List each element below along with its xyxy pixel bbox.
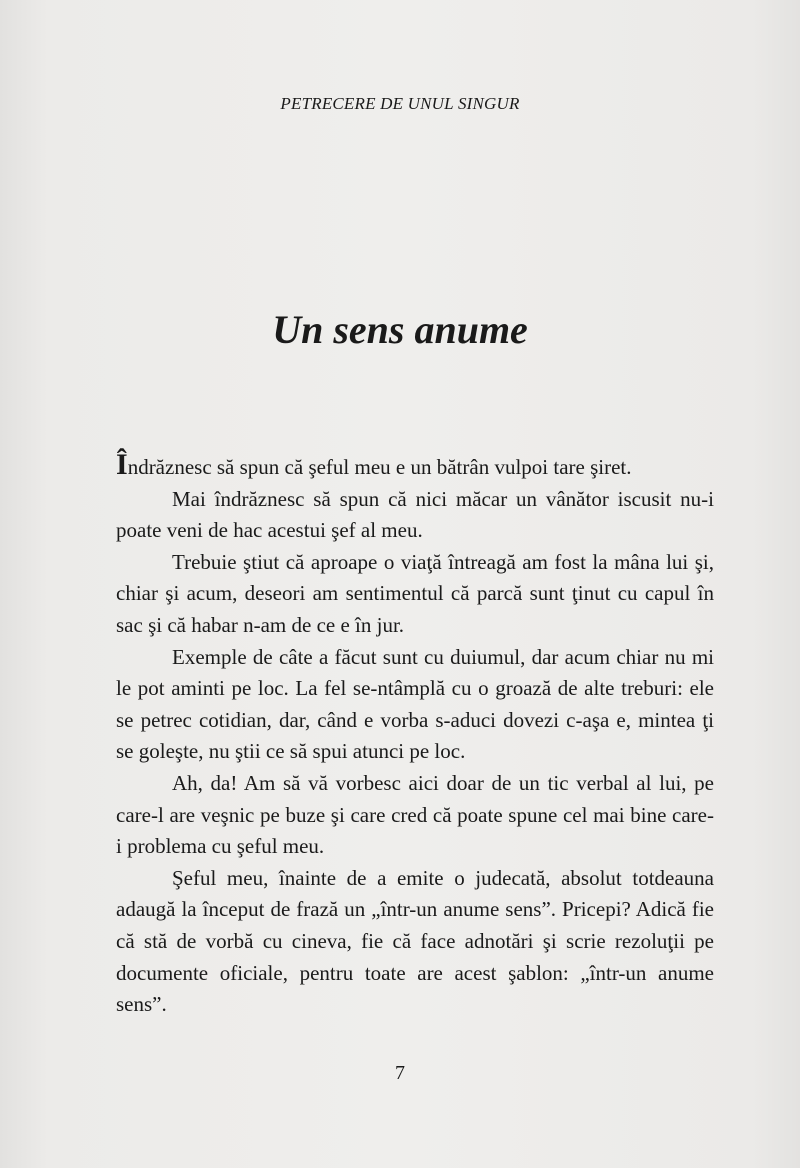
page-number: 7 <box>395 1062 405 1084</box>
drop-cap: Î <box>116 448 128 481</box>
running-head: PETRECERE DE UNUL SINGUR <box>280 94 520 113</box>
paragraph-6: Şeful meu, înainte de a emite o judecată, absolut totdeauna adaugă la început de frază un „într-un anume sens”. Pricepi? Adică fie că stă de vorbă cu cineva, fie că face adnotări şi scrie rezoluţii pe documente oficiale, pentru toate are acest şablon: „într-un anume sens”. <box>116 865 714 1017</box>
body-text <box>116 448 714 1021</box>
paragraph-5: Ah, da! Am să vă vorbesc aici doar de un tic verbal al lui, pe care-l are veşnic pe buze şi care cred că poate spune cel mai bine care-i problema cu şeful meu. <box>116 770 714 859</box>
paragraph-2: Mai îndrăznesc să spun că nici măcar un vânător iscusit nu-i poate veni de hac acestui şef al meu. <box>116 486 714 543</box>
chapter-title: Un sens anume <box>272 307 528 352</box>
paragraph-3: Trebuie ştiut că aproape o viaţă întreagă am fost la mâna lui şi, chiar şi acum, deseori am sentimentul că parcă sunt ţinut cu capul în sac şi că habar n-am de ce e în jur. <box>116 549 714 637</box>
paragraph-1-text: ndrăznesc să spun că şeful meu e un bătrân vulpoi tare şiret. <box>127 455 632 479</box>
paragraph-1 <box>116 448 714 484</box>
paragraph-4: Exemple de câte a făcut sunt cu duiumul, dar acum chiar nu mi le pot aminti pe loc. La fel se-ntâmplă cu o groază de alte treburi: ele se petrec cotidian, dar, când e vorba s-aduci dovezi c-aşa e, mintea ţi se goleşte, nu ştii ce să spui atunci pe loc. <box>116 644 714 764</box>
